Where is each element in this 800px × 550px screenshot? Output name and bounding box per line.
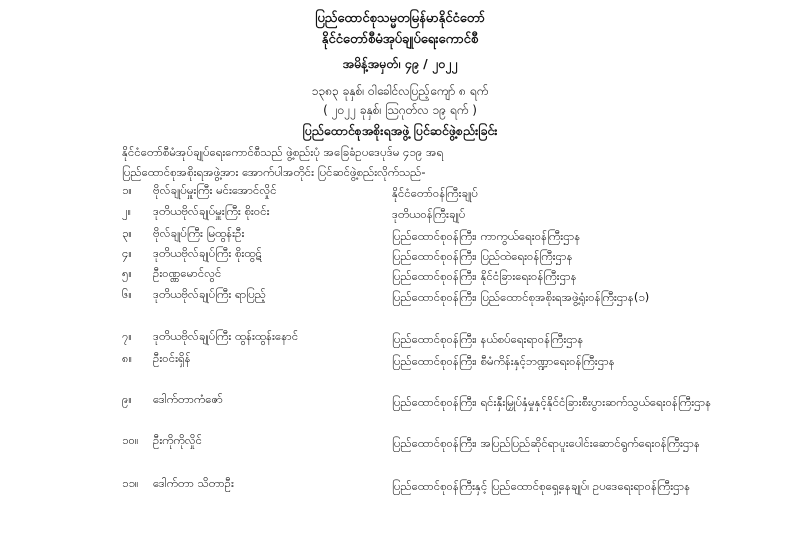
member-position: ပြည်ထောင်စုဝန်ကြီး၊ ပြည်ထောင်စုအစိုးရအဖွဲ့ရုံးဝန်ကြီးဌာန(၁): [392, 290, 650, 304]
member-name: ဦးကိုကိုလှိုင်: [153, 433, 202, 447]
member-position: ပြည်ထောင်စုဝန်ကြီး၊ ရင်းနှီးမြှုပ်နှံမှုနှင့်နိုင်ငံခြားစီးပွားဆက်သွယ်ရေးဝန်ကြီးဌာန: [392, 395, 712, 409]
member-name: ဗိုလ်ချုပ်ကြီး မြထွန်းဦး: [153, 226, 245, 240]
intro-line-2: ပြည်ထောင်စုအစိုးရအဖွဲ့အား အောက်ပါအတိုင်း ပြင်ဆင်ဖွဲ့စည်းလိုက်သည်-: [122, 165, 426, 179]
member-position: ဒုတိယဝန်ကြီးချုပ်: [392, 207, 466, 221]
member-number: ၂။: [122, 204, 132, 218]
member-position: ပြည်ထောင်စုဝန်ကြီး၊ နယ်စပ်ရေးရာဝန်ကြီးဌာန: [392, 332, 584, 346]
member-name: ဒေါက်တာကံဇော်: [153, 392, 224, 406]
member-name: ဒုတိယဗိုလ်ချုပ်ကြီး ထွန်းထွန်းနောင်: [153, 329, 299, 343]
member-position: ပြည်ထောင်စုဝန်ကြီး၊ အပြည်ပြည်ဆိုင်ရာပူးပေါင်းဆောင်ရွက်ရေးဝန်ကြီးဌာန: [392, 436, 700, 450]
order-number: အမိန့်အမှတ်၊ ၄၉ / ၂၀၂၂: [342, 56, 458, 71]
member-number: ၇။: [122, 329, 132, 343]
intro-line-1: နိုင်ငံတော်စီမံအုပ်ချုပ်ရေးကောင်စီသည် ဖွဲ့စည်းပုံ အခြေခံဥပဒေပုဒ်မ ၄၁၉ အရ: [122, 145, 444, 159]
member-name: ဒုတိယဗိုလ်ချုပ်ကြီး ရာပြည့်: [153, 287, 266, 301]
member-position: ပြည်ထောင်စုဝန်ကြီး၊ နိုင်ငံခြားရေးဝန်ကြီးဌာန: [392, 269, 577, 283]
member-number: ၁၀။: [122, 433, 139, 447]
member-position: ပြည်ထောင်စုဝန်ကြီးနှင့် ပြည်ထောင်စုရှေ့နေချုပ်၊ ဥပဒေရေးရာဝန်ကြီးဌာန: [392, 479, 691, 493]
member-number: ၁၁။: [122, 476, 139, 490]
gregorian-date: ( ၂၀၂၂ ခုနှစ်၊ ဩဂုတ်လ ၁၉ ရက် ): [323, 103, 477, 117]
member-name: ဗိုလ်ချုပ်မှူးကြီး မင်းအောင်လှိုင်: [153, 183, 277, 197]
member-name: ဒုတိယဗိုလ်ချုပ်ကြီး စိုးထွဋ်: [153, 246, 262, 260]
member-number: ၈။: [122, 351, 133, 365]
member-number: ၁။: [122, 183, 132, 197]
member-name: ဒေါက်တာ သိတာဦး: [153, 476, 234, 490]
member-position: နိုင်ငံတော်ဝန်ကြီးချုပ်: [392, 186, 478, 200]
myanmar-date: ၁၃၈၃ ခုနှစ်၊ ဝါခေါင်လပြည့်ကျော် ၈ ရက်: [311, 84, 489, 98]
order-subject: ပြည်ထောင်စုအစိုးရအဖွဲ့ ပြင်ဆင်ဖွဲ့စည်းခြင်း: [302, 123, 498, 138]
member-number: ၆။: [122, 287, 132, 301]
member-position: ပြည်ထောင်စုဝန်ကြီး၊ စီမံကိန်းနှင့်ဘဏ္ဍာရေးဝန်ကြီးဌာန: [392, 354, 615, 368]
republic-title: ပြည်ထောင်စုသမ္မတမြန်မာနိုင်ငံတော်: [315, 11, 485, 26]
member-number: ၃။: [122, 226, 132, 240]
member-position: ပြည်ထောင်စုဝန်ကြီး၊ ပြည်ထဲရေးဝန်ကြီးဌာန: [392, 249, 573, 263]
member-position: ပြည်ထောင်စုဝန်ကြီး၊ ကာကွယ်ရေးဝန်ကြီးဌာန: [392, 229, 581, 243]
council-title: နိုင်ငံတော်စီမံအုပ်ချုပ်ရေးကောင်စီ: [321, 32, 479, 47]
member-name: ဦးဝင်းရှိန်: [153, 351, 191, 365]
member-number: ၅။: [122, 266, 132, 280]
member-name: ဦးဝဏ္ဏမောင်လွင်: [153, 266, 222, 280]
member-number: ၉။: [122, 392, 132, 406]
member-number: ၄။: [122, 246, 132, 260]
member-name: ဒုတိယဗိုလ်ချုပ်မှူးကြီး စိုးဝင်း: [153, 204, 270, 218]
